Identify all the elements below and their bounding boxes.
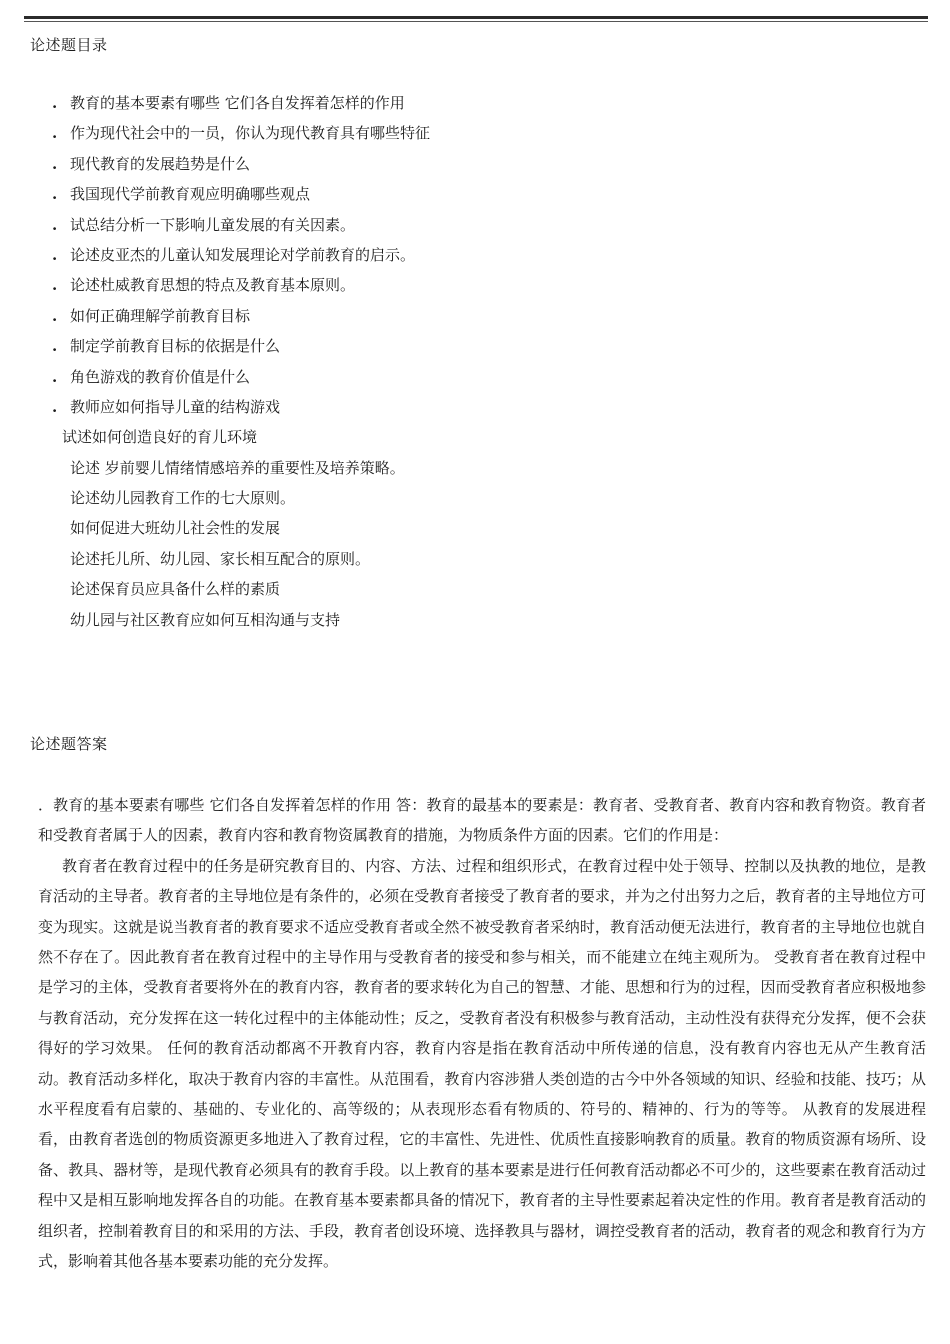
top-border-rule [24, 16, 928, 19]
toc-item [52, 274, 912, 304]
toc-item [52, 426, 912, 456]
toc-item [52, 457, 912, 487]
answer-body [38, 790, 926, 1277]
toc-item-text: 如何正确理解学前教育目标 [70, 306, 251, 325]
answers-heading: 论述题答案 [30, 735, 108, 753]
toc-bullet: . [52, 124, 58, 143]
toc-item [52, 92, 912, 122]
toc-item-text: 教师应如何指导儿童的结构游戏 [70, 397, 281, 416]
toc-item-text: 制定学前教育目标的依据是什么 [70, 337, 281, 356]
toc-bullet: . [52, 367, 58, 386]
toc-bullet: . [52, 397, 58, 416]
answer-paragraph-intro: ．教育的基本要素有哪些 它们各自发挥着怎样的作用 答：教育的最基本的要素是：教育者、受教育者、教育内容和教育物资。教育者和受教育者属于人的因素，教育内容和教育物资属教育的措施，为物质条件方面的因素。它们的作用是： [38, 796, 926, 845]
toc-item-text: 教育的基本要素有哪些 它们各自发挥着怎样的作用 [70, 94, 405, 112]
toc-item [52, 122, 912, 152]
toc-item [52, 517, 912, 547]
toc-item [52, 183, 912, 213]
toc-bullet: . [52, 185, 58, 204]
toc-item [52, 548, 912, 578]
toc-item [52, 214, 912, 244]
toc-item [52, 396, 912, 426]
toc-item-text: 如何促进大班幼儿社会性的发展 [70, 519, 281, 538]
toc-bullet: . [52, 306, 58, 325]
toc-bullet: . [52, 215, 58, 234]
toc-item-text: 幼儿园与社区教育应如何互相沟通与支持 [70, 610, 341, 629]
toc-item [52, 578, 912, 608]
toc-item-text: 论述托儿所、幼儿园、家长相互配合的原则。 [70, 549, 371, 568]
toc-item-text: 论述皮亚杰的儿童认知发展理论对学前教育的启示。 [70, 245, 416, 264]
toc-item-text: 论述杜威教育思想的特点及教育基本原则。 [70, 276, 356, 295]
toc-bullet: . [52, 245, 58, 264]
top-border-rule-thin [24, 21, 928, 22]
toc-item-text: 试述如何创造良好的育儿环境 [62, 428, 258, 447]
toc-list [52, 92, 912, 639]
toc-item-text: 论述 岁前婴儿情绪情感培养的重要性及培养策略。 [70, 458, 405, 477]
toc-item [52, 609, 912, 639]
toc-bullet: . [52, 94, 58, 112]
toc-item [52, 366, 912, 396]
toc-bullet: . [52, 337, 58, 356]
toc-item [52, 305, 912, 335]
toc-item-text: 作为现代社会中的一员，你认为现代教育具有哪些特征 [70, 124, 431, 143]
answer-paragraph-detail: 教育者在教育过程中的任务是研究教育目的、内容、方法、过程和组织形式，在教育过程中处于领导、控制以及执教的地位，是教育活动的主导者。教育者的主导地位是有条件的，必须在受教育者接受了教育者的要求，并为之付出努力之后，教育者的主导地位方可变为现实。这就是说当教育者的教育要求不适应受教育者或全然不被受教育者采纳时，教育活动便无法进行，教育者的主导地位也就自然不存在了。因此教育者在教育过程中的主导作用与受教育者的接受和参与相关，而不能建立在纯主观所为。 受教育者在教育过程中是学习的主体，受教育者要将外在的教育内容，教育者的要求转化为自己的智慧、才能、思想和行为的过程，因而受教育者应积极地参与教育活动，充分发挥在这一转化过程中的主体能动性；反之，受教育者没有积极参与教育活动，主动性没有获得充分发挥，便不会获得好的学习效果。 任何的教育活动都离不开教育内容，教育内容是指在教育活动中所传递的信息，没有教育内容也无从产生教育活动。教育活动多样化，取决于教育内容的丰富性。从范围看，教育内容涉猎人类创造的古今中外各领域的知识、经验和技能、技巧；从水平程度看有启蒙的、基础的、专业化的、高等级的；从表现形态看有物质的、符号的、精神的、行为的等等。 从教育的发展进程看，由教育者选创的物质资源更多地进入了教育过程，它的丰富性、先进性、优质性直接影响教育的质量。教育的物质资源有场所、设备、教具、器材等，是现代教育必须具有的教育手段。以上教育的基本要素是进行任何教育活动都必不可少的，这些要素在教育活动过程中又是相互影响地发挥各自的功能。在教育基本要素都具备的情况下，教育者的主导性要素起着决定性的作用。教育者是教育活动的组织者，控制着教育目的和采用的方法、手段，教育者创设环境、选择教具与器材，调控受教育者的活动，教育者的观念和教育行为方式，影响着其他各基本要素功能的充分发挥。 [38, 856, 926, 1271]
toc-item [52, 487, 912, 517]
toc-item-text: 角色游戏的教育价值是什么 [70, 367, 251, 386]
toc-item [52, 153, 912, 183]
toc-item-text: 论述幼儿园教育工作的七大原则。 [70, 489, 296, 508]
toc-item-text: 试总结分析一下影响儿童发展的有关因素。 [70, 215, 356, 234]
toc-bullet: . [52, 154, 58, 173]
toc-bullet: . [52, 276, 58, 295]
toc-item [52, 244, 912, 274]
toc-item-text: 我国现代学前教育观应明确哪些观点 [70, 185, 311, 204]
toc-item [52, 335, 912, 365]
toc-item-text: 现代教育的发展趋势是什么 [70, 154, 251, 173]
toc-item-text: 论述保育员应具备什么样的素质 [70, 580, 281, 599]
toc-heading: 论述题目录 [30, 36, 108, 54]
